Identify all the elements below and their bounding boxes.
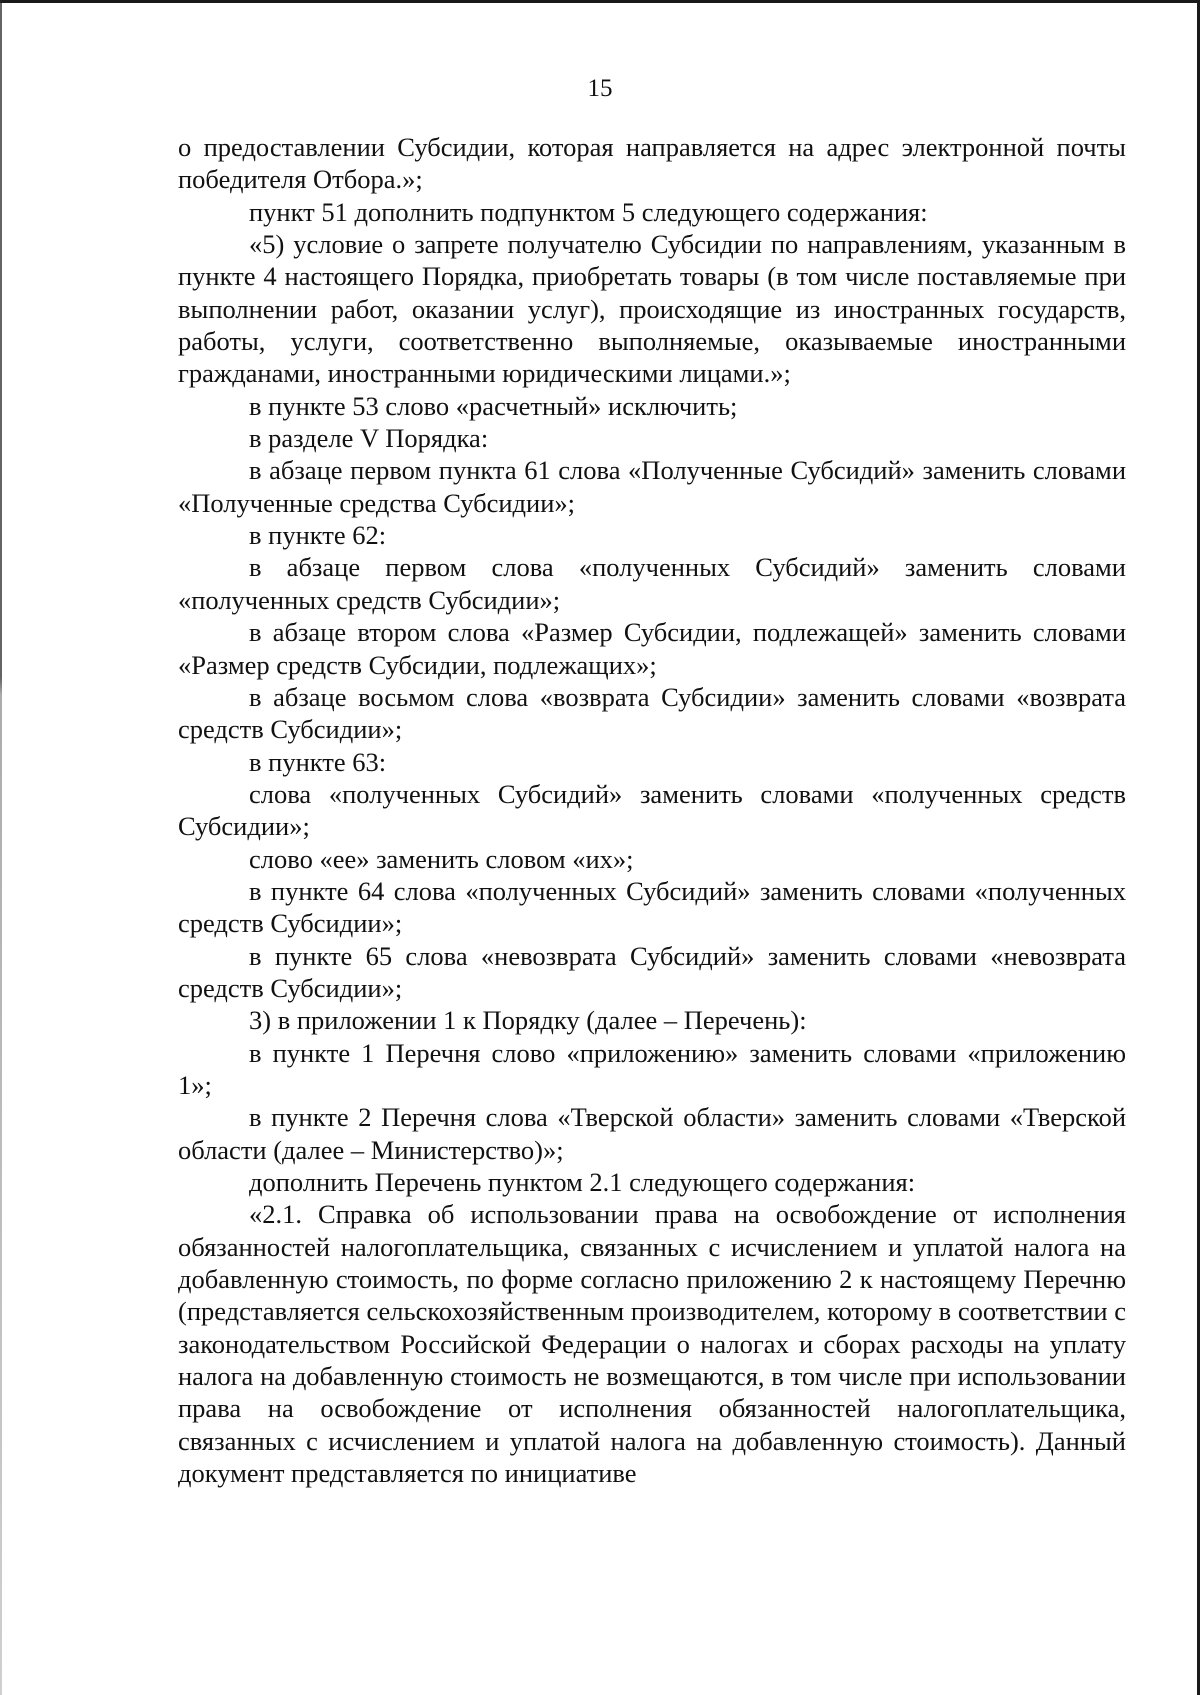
paragraph: в пункте 63:	[249, 746, 387, 777]
scan-border-top	[0, 0, 1200, 3]
paragraph: в абзаце восьмом слова «возврата Субсидии» заменить словами «возврата средств Субсидии»;	[178, 681, 1126, 745]
page-number: 15	[587, 75, 613, 102]
paragraph: 3) в приложении 1 к Порядку (далее – Перечень):	[249, 1005, 807, 1036]
paragraph: пункт 51 дополнить подпунктом 5 следующего содержания:	[249, 196, 928, 227]
paragraph: в пункте 1 Перечня слово «приложению» заменить словами «приложению 1»;	[178, 1037, 1126, 1100]
scan-border-left	[0, 0, 2, 1695]
document-body	[178, 131, 1126, 1489]
paragraph: в пункте 64 слова «полученных Субсидий» заменить словами «полученных средств Субсидии»;	[178, 875, 1126, 939]
paragraph: дополнить Перечень пунктом 2.1 следующего содержания:	[249, 1167, 916, 1197]
paragraph: «5) условие о запрете получателю Субсидии по направлениям, указанным в пункте 4 настоящего Порядка, приобретать товары (в том числе поставляемые при выполнении работ, оказании услуг), происходящие из иностранных государств, работы, услуги, соответственно выполняемые, оказываемые иностранными гражданами, иностранными юридическими лицами.»;	[178, 229, 1126, 389]
paragraph: слово «ее» заменить словом «их»;	[249, 843, 634, 874]
paragraph: в пункте 65 слова «невозврата Субсидий» заменить словами «невозврата средств Субсидии»;	[178, 940, 1126, 1003]
paragraph: в абзаце первом пункта 61 слова «Полученные Субсидий» заменить словами «Полученные средства Субсидии»;	[178, 455, 1126, 518]
paragraph: «2.1. Справка об использовании права на освобождение от исполнения обязанностей налогоплательщика, связанных с исчислением и уплатой налога на добавленную стоимость, по форме согласно приложению 2 к настоящему Перечню (представляется сельскохозяйственным производителем, которому в соответствии с законодательством Российской Федерации о налогах и сборах расходы на уплату налога на добавленную стоимость не возмещаются, в том числе при использовании права на освобождение от исполнения обязанностей налогоплательщика, связанных с исчислением и уплатой налога на добавленную стоимость). Данный документ представляется по инициативе	[178, 1199, 1126, 1489]
paragraph: в пункте 62:	[249, 520, 387, 551]
paragraph: в разделе V Порядка:	[249, 423, 489, 454]
paragraph: в пункте 2 Перечня слова «Тверской области» заменить словами «Тверской области (далее – Министерство)»;	[178, 1102, 1126, 1165]
paragraph: слова «полученных Субсидий» заменить словами «полученных средств Субсидии»;	[178, 778, 1126, 842]
paragraph: в абзаце втором слова «Размер Субсидии, подлежащей» заменить словами «Размер средств Субсидии, подлежащих»;	[178, 617, 1126, 680]
paragraph: в пункте 53 слово «расчетный» исключить;	[249, 390, 738, 421]
paragraph: в абзаце первом слова «полученных Субсидий» заменить словами «полученных средств Субсидии»;	[178, 552, 1126, 615]
paragraph: о предоставлении Субсидии, которая направляется на адрес электронной почты победителя Отбора.»;	[178, 132, 1126, 195]
